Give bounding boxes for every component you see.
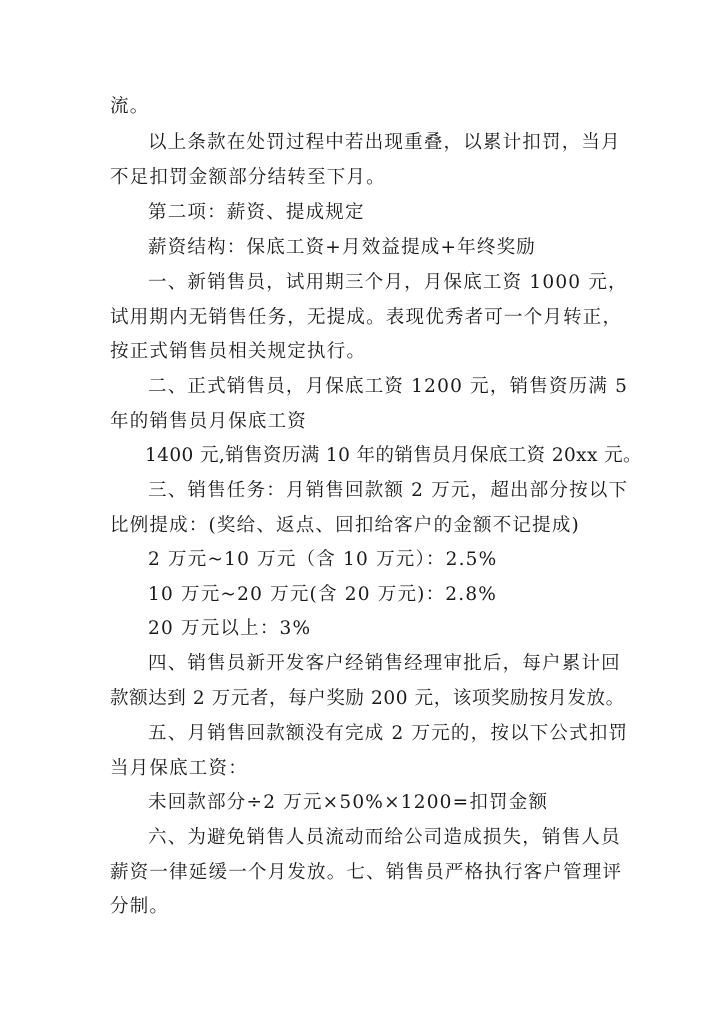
text-line: 年的销售员月保底工资	[110, 411, 308, 432]
text-line: 当月保底工资：	[110, 758, 248, 779]
text-line: 按正式销售员相关规定执行。	[110, 341, 367, 362]
section-heading: 第二项：薪资、提成规定	[148, 202, 365, 223]
text-line: 比例提成：(奖给、返点、回扣给客户的金额不记提成)	[110, 515, 580, 536]
paragraph-line: 二、正式销售员，月保底工资 1200 元，销售资历满 5	[148, 376, 629, 397]
paragraph-line: 以上条款在处罚过程中若出现重叠，以累计扣罚，当月	[148, 132, 621, 153]
list-item: 10 万元~20 万元(含 20 万元)：2.8%	[148, 584, 498, 605]
list-item: 2 万元~10 万元（含 10 万元）：2.5%	[148, 549, 498, 570]
paragraph-line: 三、销售任务：月销售回款额 2 万元，超出部分按以下	[148, 480, 629, 501]
paragraph-line: 薪资结构：保底工资+月效益提成+年终奖励	[148, 237, 537, 258]
paragraph-line: 一、新销售员，试用期三个月，月保底工资 1000 元，	[148, 272, 628, 293]
text-line: 试用期内无销售任务，无提成。表现优秀者可一个月转正，	[110, 307, 623, 328]
text-line: 分制。	[110, 896, 170, 917]
text-line: 不足扣罚金额部分结转至下月。	[110, 167, 386, 188]
text-line: 款额达到 2 万元者，每户奖励 200 元，该项奖励按月发放。	[110, 688, 625, 709]
text-line: 流。	[110, 96, 150, 117]
formula-line: 未回款部分÷2 万元×50%×1200=扣罚金额	[148, 792, 549, 813]
paragraph-line: 四、销售员新开发客户经销售经理审批后，每户累计回	[148, 653, 621, 674]
paragraph-line: 六、为避免销售人员流动而给公司造成损失，销售人员	[148, 827, 621, 848]
paragraph-line: 五、月销售回款额没有完成 2 万元的，按以下公式扣罚	[148, 723, 629, 744]
paragraph-line: 1400 元,销售资历满 10 年的销售员月保底工资 20xx 元。	[145, 445, 642, 466]
list-item: 20 万元以上：3%	[148, 618, 312, 639]
text-line: 薪资一律延缓一个月发放。七、销售员严格执行客户管理评	[110, 862, 623, 883]
